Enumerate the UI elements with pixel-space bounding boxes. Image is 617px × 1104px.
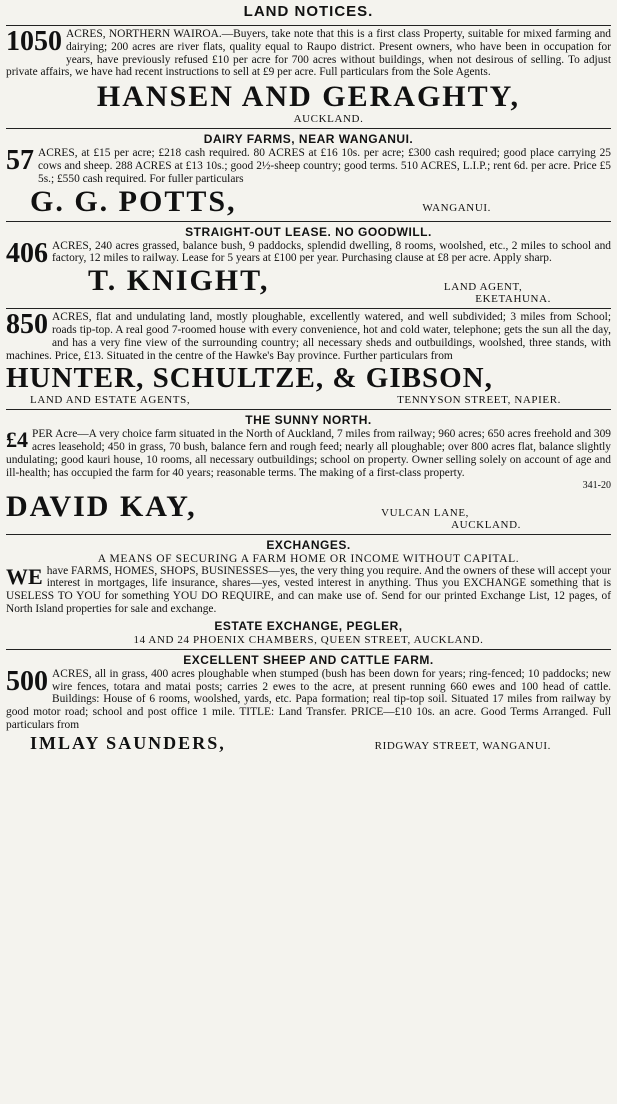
agent-location: 14 AND 24 PHOENIX CHAMBERS, QUEEN STREET, AUCKLAND. (133, 633, 484, 646)
agent-name: IMLAY SAUNDERS, (30, 732, 226, 753)
agent-name: T. KNIGHT, (88, 264, 270, 298)
ad-dairy-farms (6, 131, 611, 217)
divider (6, 649, 611, 650)
agent-location: AUCKLAND. (451, 518, 521, 531)
agent-title: LAND AND ESTATE AGENTS, (30, 394, 191, 407)
ad-sheep-cattle-farm (6, 652, 611, 754)
ad-number: 1050 (6, 26, 62, 57)
ad-reference: 341-20 (582, 479, 611, 491)
ad-heading: EXCELLENT SHEEP AND CATTLE FARM. (183, 652, 434, 667)
ad-exchanges (6, 537, 611, 646)
ad-number: 406 (6, 237, 48, 269)
ad-text: ACRES, at £15 per acre; £218 cash required. 80 ACRES at £16 10s. per acre; £300 cash required; good place carrying 25 cows and sheep. 288 ACRES at £13 10s.; good 2½-sheep country; good terms. 510 ACRES, L.I.P.; rent 6d. per acre. Price £5 5s.; £550 cash required. For fuller particulars (38, 147, 611, 185)
ad-straight-out-lease (6, 224, 611, 306)
agent-name: DAVID KAY, (6, 489, 197, 523)
ad-text: have FARMS, HOMES, SHOPS, BUSINESSES—yes, the very thing you require. And the owners of these will accept your interest in mortgages, life insurance, shares—yes, vested interest in anything. Thus you EXCHANGE something that is USELESS TO YOU for something YOU DO REQUIRE, and can make use of. Send for our printed Exchange List, 12 pages, of North Island properties for sale and exchange. (6, 564, 611, 615)
agent-location: RIDGWAY STREET, WANGANUI. (374, 739, 551, 752)
divider (6, 308, 611, 309)
agent-name: ESTATE EXCHANGE, PEGLER, (214, 618, 403, 633)
ad-heading: DAIRY FARMS, NEAR WANGANUI. (203, 132, 414, 147)
agent-name: G. G. POTTS, (30, 184, 237, 218)
ad-number: 57 (6, 145, 34, 177)
ad-northern-wairoa (6, 28, 611, 125)
ad-number: 500 (6, 665, 48, 697)
agent-name: HUNTER, SCHULTZE, & GIBSON, (6, 362, 493, 395)
agent-location: WANGANUI. (422, 201, 491, 214)
ad-number: 850 (6, 309, 48, 341)
ad-number: WE (6, 563, 43, 589)
divider (6, 221, 611, 222)
ad-hawkes-bay (6, 311, 611, 406)
ad-text: PER Acre—A very choice farm situated in the North of Auckland, 7 miles from railway; 960 acres; 650 acres freehold and 309 acres leasehold; 450 in grass, 70 bush, balance fern and rough feed; nearly all ploughable; over 800 acres flat, balance slightly undulating; good kauri house, 10 rooms, all necessary outbuildings; school on property. Owner selling solely on account of age and ill-health; has occupied the farm for 40 years; reasonable terms. The making of a first-class property. (6, 428, 611, 479)
ad-heading: EXCHANGES. (266, 537, 351, 552)
agent-location: AUCKLAND. (293, 113, 364, 126)
divider (6, 25, 611, 26)
agent-location: TENNYSON STREET, NAPIER. (397, 394, 561, 407)
divider (6, 128, 611, 129)
agent-title: LAND AGENT, (443, 281, 523, 294)
divider (6, 409, 611, 410)
ad-text: ACRES, flat and undulating land, mostly ploughable, excellently watered, and well subdivided; 3 miles from School; roads tip-top. A real good 7-roomed house with every convenience, hot and cold water, telephone; gets the sun all the day, and has a very fine view of the surrounding country; all necessary sheds and outbuildings, woolshed, three stands, with machines. Price, £13. Situated in the centre of the Hawke's Bay province. Further particulars from (6, 311, 611, 362)
ad-sunny-north (6, 412, 611, 530)
agent-name: HANSEN AND GERAGHTY, (96, 80, 521, 114)
agent-title: VULCAN LANE, (381, 506, 469, 519)
ad-number: £4 (6, 427, 28, 453)
ad-text: ACRES, all in grass, 400 acres ploughable when stumped (bush has been down for years; ring-fenced; 10 paddocks; new wire fences, totara and matai posts; carries 2 ewes to the acre, at present running 660 ewes and 100 head of cattle. Buildings: House of 6 rooms, woolshed, yards, etc. Papa formation; real tip-top soil. Situated 17 miles from railway by good motor road; school and post office 1 mile. TITLE: Land Transfer. PRICE—£10 10s. an acre. Good Terms Arranged. Full particulars from (6, 667, 611, 731)
ad-heading: STRAIGHT-OUT LEASE. NO GOODWILL. (185, 224, 432, 239)
land-notices-page (6, 0, 611, 1104)
divider (6, 534, 611, 535)
ad-text: ACRES, NORTHERN WAIROA.—Buyers, take note that this is a first class Property, suitable for mixed farming and dairying; 200 acres are river flats, quality equal to Raupo district. Present owners, who have been in occupation for years, have previously refused £10 per acre for 700 acres without buildings, when not desirous of selling. To adjust private affairs, we have had recent instructions to sell at £9 per acre. Full particulars from the Sole Agents. (6, 28, 611, 79)
agent-location: EKETAHUNA. (475, 293, 551, 306)
ad-heading: THE SUNNY NORTH. (245, 413, 372, 428)
ad-text: ACRES, 240 acres grassed, balance bush, 9 paddocks, splendid dwelling, 8 rooms, woolshed, etc., 2 miles to school and factory, 12 miles to railway. Lease for 5 years at £100 per year. Purchasing clause at £8 per acre. Apply sharp. (52, 239, 611, 265)
page-header: LAND NOTICES. (243, 3, 374, 20)
ad-subheading: A MEANS OF SECURING A FARM HOME OR INCOME WITHOUT CAPITAL. (97, 552, 520, 565)
